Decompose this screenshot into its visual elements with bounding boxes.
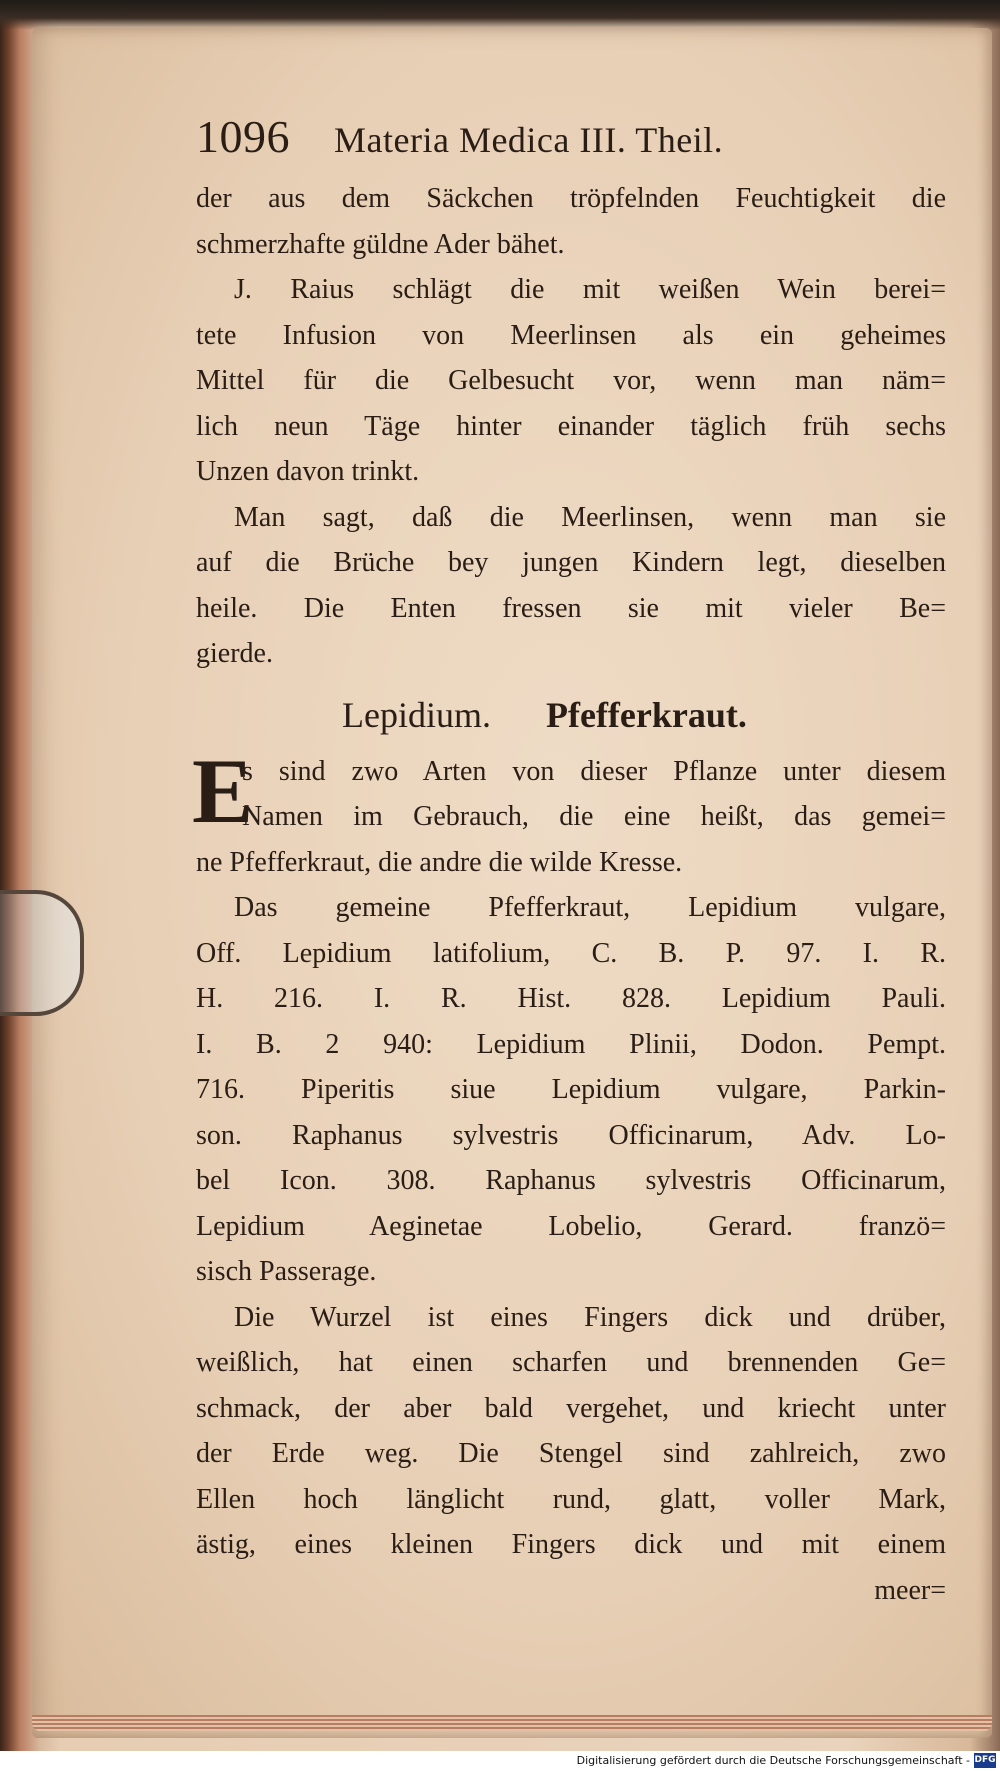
text-line: s sind zwo Arten von dieser Pflanze unter diesem <box>242 755 946 787</box>
dfg-logo: DFG <box>974 1753 996 1768</box>
text-line: 716. Piperitis siue Lepidium vulgare, Parkin- <box>196 1074 946 1105</box>
drop-cap: E <box>192 739 254 842</box>
footer-credit: Digitalisierung gefördert durch die Deutsche Forschungsgemeinschaft - <box>576 1754 970 1767</box>
text-line: der aus dem Säckchen tröpfelnden Feuchtigkeit die <box>196 183 946 214</box>
heading-latin: Lepidium. <box>342 694 491 735</box>
text-line: J. Raius schlägt die mit weißen Wein berei= <box>234 274 946 305</box>
page-number: 1096 <box>196 111 290 162</box>
text-line: heile. Die Enten fressen sie mit vieler Be= <box>196 592 946 624</box>
page-edges <box>32 1715 992 1731</box>
text-line: Off. Lepidium latifolium, C. B. P. 97. I. R. <box>196 937 946 969</box>
text-line: Die Wurzel ist eines Fingers dick und drüber, <box>234 1301 946 1333</box>
section-heading <box>342 685 946 745</box>
page-clip <box>0 890 84 1016</box>
text-line: Mittel für die Gelbesucht vor, wenn man näm= <box>196 365 946 396</box>
text-line: Ellen hoch länglicht rund, glatt, voller Mark, <box>196 1483 946 1515</box>
text-line: Namen im Gebrauch, die eine heißt, das gemei= <box>242 801 946 832</box>
running-title: Materia Medica III. Theil. <box>334 120 724 160</box>
text-line: son. Raphanus sylvestris Officinarum, Adv. Lo- <box>196 1119 946 1151</box>
text-line: der Erde weg. Die Stengel sind zahlreich, zwo <box>196 1438 946 1469</box>
heading-german: Pfefferkraut. <box>545 694 747 735</box>
page-text <box>192 110 946 1613</box>
running-header <box>196 110 946 176</box>
text-line: gierde. <box>196 638 273 669</box>
paragraph-6 <box>196 1295 946 1568</box>
text-line: ästig, eines kleinen Fingers dick und mit einem <box>196 1529 946 1560</box>
text-line: lich neun Täge hinter einander täglich früh sechs <box>196 410 946 442</box>
text-line: schmack, der aber bald vergehet, und kriecht unter <box>196 1392 946 1424</box>
paragraph-4 <box>192 739 946 886</box>
paragraph-1 <box>196 176 946 267</box>
paragraph-2 <box>196 267 946 495</box>
text-line: Man sagt, daß die Meerlinsen, wenn man sie <box>234 501 946 533</box>
text-line: Lepidium Aeginetae Lobelio, Gerard. franzö= <box>196 1210 946 1242</box>
scan-top-shadow <box>0 0 1000 30</box>
paragraph-3 <box>196 495 946 677</box>
catchword: meer= <box>874 1574 946 1606</box>
text-line: Unzen davon trinkt. <box>196 456 420 487</box>
text-line: Das gemeine Pfefferkraut, Lepidium vulgare, <box>234 892 946 923</box>
text-line: H. 216. I. R. Hist. 828. Lepidium Pauli. <box>196 983 946 1014</box>
text-line: I. B. 2 940: Lepidium Plinii, Dodon. Pempt. <box>196 1028 946 1060</box>
paragraph-5 <box>196 885 946 1295</box>
text-line: ne Pfefferkraut, die andre die wilde Kresse. <box>196 846 683 878</box>
text-line: weißlich, hat einen scharfen und brennenden Ge= <box>196 1347 946 1378</box>
text-line: bel Icon. 308. Raphanus sylvestris Officinarum, <box>196 1165 946 1196</box>
text-line: schmerzhafte güldne Ader bähet. <box>196 228 565 260</box>
text-line: auf die Brüche bey jungen Kindern legt, dieselben <box>196 547 946 578</box>
text-line: tete Infusion von Meerlinsen als ein geheimes <box>196 319 946 351</box>
text-line: sisch Passerage. <box>196 1256 377 1287</box>
